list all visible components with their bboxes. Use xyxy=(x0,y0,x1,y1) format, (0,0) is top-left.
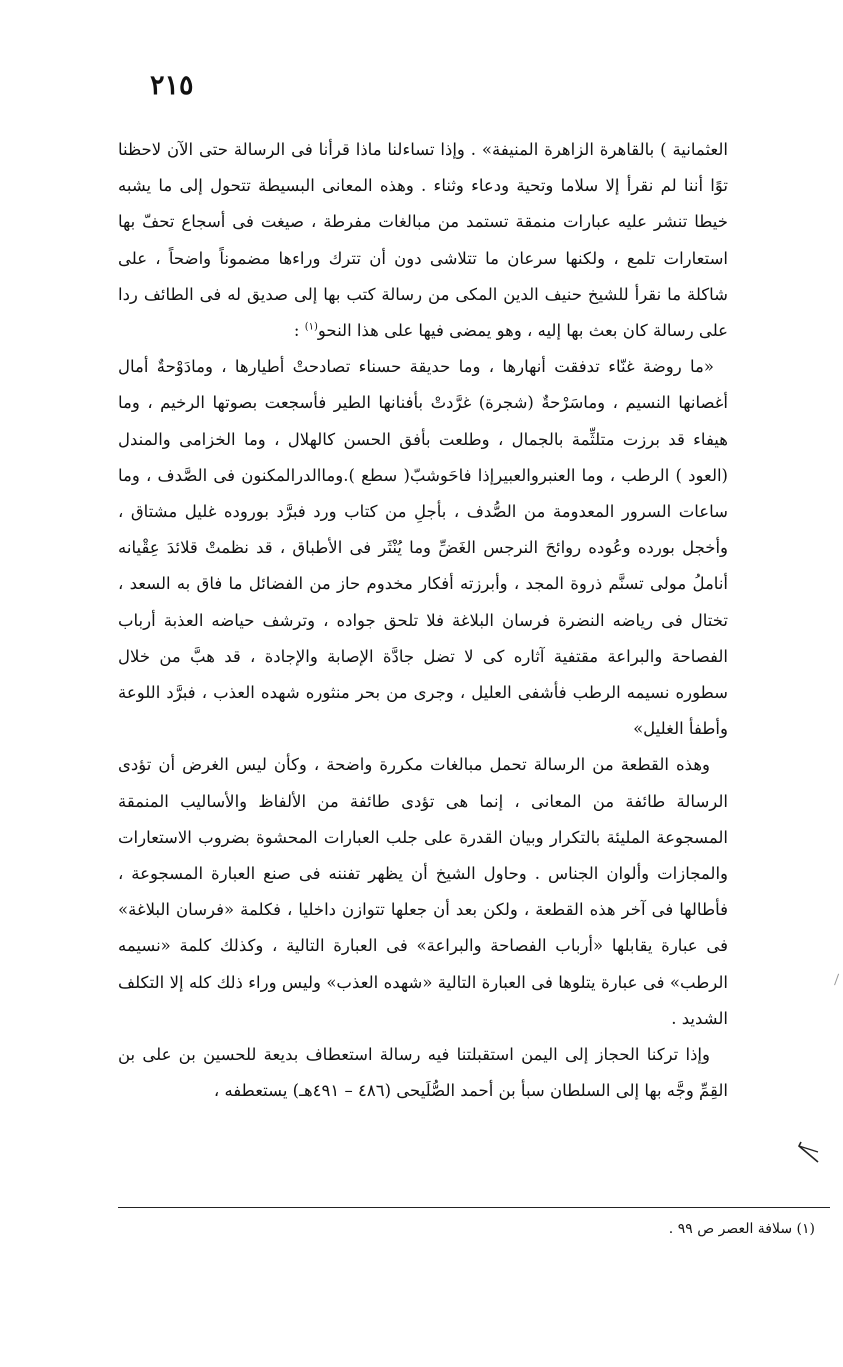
paragraph-intro-text: العثمانية ) بالقاهرة الزاهرة المنيفة» . وإذا تساءلنا ماذا قرأنا فى الرسالة حتى الآن لاحظنا توًا أننا لم نقرأ إلا سلاما وتحية ودعاء وثناء . وهذه المعانى البسيطة تتحول إلى ما يشبه خيطا تنشر عليه عبارات منمقة تستمد من مبالغات مفرطة ، صيغت فى أسجاع تحفّ بها استعارات تلمع ، ولكنها سرعان ما تتلاشى دون أن تترك وراءها مضموناً واضحاً ، على شاكلة ما نقرأ للشيخ حنيف الدين المكى من رسالة كتب بها إلى صديق له فى الطائف ردا على رسالة كان بعث بها إليه ، وهو يمضى فيها على هذا النحو xyxy=(118,140,728,341)
paragraph-intro-tail: : xyxy=(293,321,305,341)
footnote-reference: (١) xyxy=(304,321,318,333)
paragraph-quotation: «ما روضة غنّاء تدفقت أنهارها ، وما حديقة حسناء تصادحتْ أطيارها ، ومادَوْحةٌ أمال أغصانها النسيم ، وماسَرْحةٌ (شجرة) غرَّدتْ بأفنانها الطير فأسجعت بصوتها الرخيم ، وما هيفاء قد برزت متلثِّمة بالجمال ، وطلعت بأفق الحسن كالهلال ، وما الخزامى والمندل (العود ) الرطب ، وما العنبروالعبيرإذا فاحَوشبّ( سطع ).وماالدرالمكنون فى الصَّدف ، وما ساعات السرور المعدومة من الصُّدف ، بأجلِ من كتاب ورد فبرَّد بوروده غليل مشتاق ، وأخجل بورده وعُوده روائحَ النرجس الغَضِّ وما يُنْثَر فى الأطباق ، قد نظمتْ قلائدَ عِقْيانه أناملُ مولى تسنَّم ذروة المجد ، وأبرزته أفكار مخدوم حاز من الفضائل ما فاق به السعد ، تختال فى رياضه النضرة فرسان البلاغة فلا تلحق جواده ، وترشف حياضه العذبة أرباب الفصاحة والبراعة مقتفية آثاره كى لا تضل جادَّة الإصابة والإجادة ، قد هبَّ من خلال سطوره نسيمه الرطب فأشفى العليل ، وجرى من بحر منثوره شهده العذب ، فبرَّد اللوعة وأطفأ الغليل» xyxy=(118,357,728,739)
margin-mark xyxy=(834,974,842,987)
paragraph-intro xyxy=(118,132,728,349)
section-marker-icon xyxy=(796,1138,820,1164)
footnote: (١) سلافة العصر ص ٩٩ . xyxy=(668,1221,815,1237)
body-text xyxy=(118,132,728,1109)
paragraph-commentary: وهذه القطعة من الرسالة تحمل مبالغات مكررة واضحة ، وكأن ليس الغرض أن تؤدى الرسالة طائفة من المعانى ، إنما هى تؤدى طائفة من الألفاظ والأساليب المنمقة المسجوعة المليئة بالتكرار وبيان القدرة على جلب العبارات المحشوة بضروب الاستعارات والمجازات وألوان الجناس . وحاول الشيخ أن يظهر تفننه فى صنع العبارة المسجوعة ، فأطالها فى آخر هذه القطعة ، ولكن بعد أن جعلها تتوازن داخليا ، فكلمة «فرسان البلاغة» فى عبارة يقابلها «أرباب الفصاحة والبراعة» فى العبارة التالية ، وكذلك كلمة «نسيمه الرطب» فى عبارة يتلوها فى العبارة التالية «شهده العذب» وليس وراء ذلك كله إلا التكلف الشديد . xyxy=(118,755,728,1028)
paragraph-yemen: وإذا تركنا الحجاز إلى اليمن استقبلتنا فيه رسالة استعطاف بديعة للحسين بن على بن القِمِّ وجَّه بها إلى السلطان سبأ بن أحمد الصُّلَيحى (٤٨٦ – ٤٩١هـ) يستعطفه ، xyxy=(118,1045,728,1101)
page-number: ٢١٥ xyxy=(150,70,194,101)
footnote-divider xyxy=(118,1207,830,1208)
